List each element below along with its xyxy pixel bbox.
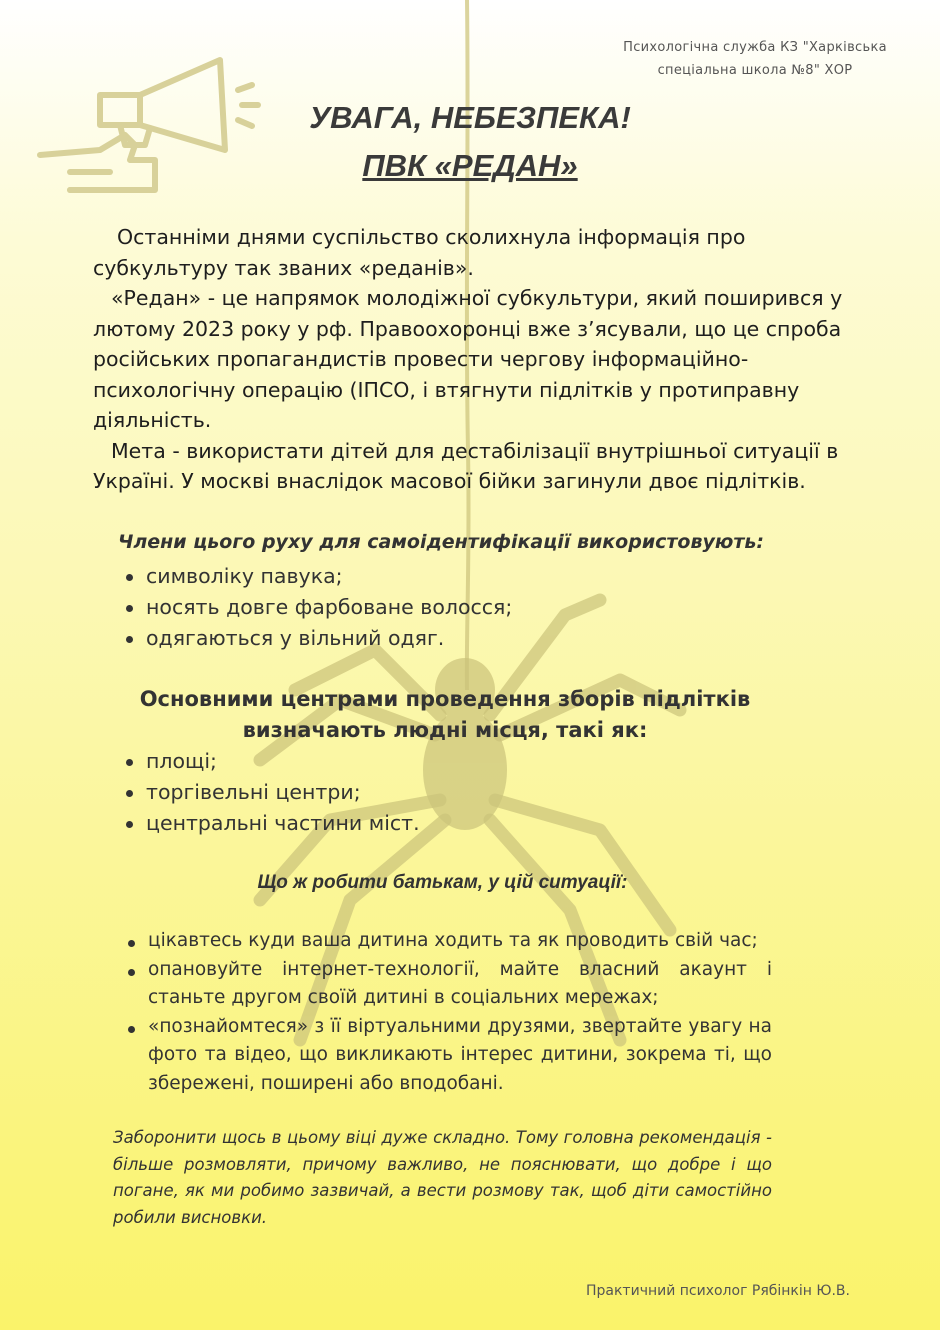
list-item: центральні частини міст. [124,808,724,839]
places-heading-line-2: визначають людні місця, такі як: [242,718,648,742]
organization-header [600,36,910,82]
organization-line-1: Психологічна служба КЗ "Харківська [623,40,887,55]
places-list [124,746,724,839]
intro-paragraph-1: Останніми днями суспільство сколихнула інформація про субкультуру так званих «реданів». [93,225,746,280]
list-item: «познайомтеся» з її віртуальними друзями, звертайте увагу на фото та відео, що викликають інтерес дитини, зокрема ті, що збережені, поширені або вподобані. [126,1013,772,1099]
title-warning: УВАГА, НЕБЕЗПЕКА! [309,100,631,135]
identity-list [124,561,724,654]
identity-heading: Члени цього руху для самоідентифікації використовують: [118,531,764,553]
list-item: носять довге фарбоване волосся; [124,592,724,623]
parents-heading: Що ж робити батькам, у цій ситуації: [257,872,628,893]
list-item: одягаються у вільний одяг. [124,623,724,654]
list-item: площі; [124,746,724,777]
signature: Практичний психолог Рябінкін Ю.В. [585,1283,850,1299]
intro-text [93,222,853,497]
closing-recommendation: Заборонити щось в цьому віці дуже складно. Тому головна рекомендація - більше розмовляти, причому важливо, не пояснювати, що добре і що погане, як ми робимо зазвичай, а вести розмову так, щоб діти самостійно робили висновки. [113,1128,772,1227]
places-heading [0,684,890,746]
list-item: символіку павука; [124,561,724,592]
places-heading-line-1: Основними центрами проведення зборів підлітків [139,687,751,711]
intro-paragraph-2: «Редан» - це напрямок молодіжної субкультури, який поширився у лютому 2023 року у рф. Правоохоронці вже з’ясували, що це спроба російських пропагандистів провести чергову інформаційно-психологічну операцію (ІПСО, і втягнути підлітків у протиправну діяльність. [93,286,843,432]
list-item: опановуйте інтернет-технології, майте власний акаунт і станьте другом своїй дитині в соціальних мережах; [126,956,772,1013]
title-subject: ПВК «РЕДАН» [362,148,578,183]
list-item: торгівельні центри; [124,777,724,808]
intro-paragraph-3: Мета - використати дітей для дестабілізації внутрішньої ситуації в Україні. У москві внаслідок масової бійки загинули двоє підлітків. [93,438,839,493]
parents-list [126,927,772,1098]
list-item: цікавтесь куди ваша дитина ходить та як проводить свій час; [126,927,772,956]
organization-line-2: спеціальна школа №8" ХОР [657,63,853,78]
